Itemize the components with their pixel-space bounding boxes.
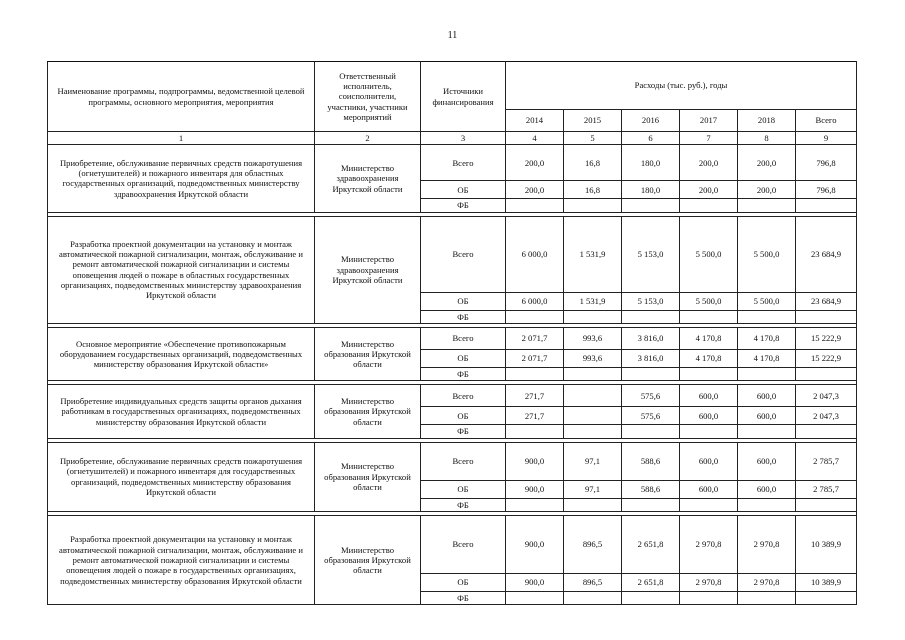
year-value-cell: 600,0: [738, 407, 796, 425]
program-name-cell: Основное мероприятие «Обеспечение противопожарным оборудованием государственных организаций, подведомственных министерству образования Иркутской области»: [48, 327, 315, 380]
total-value-cell: 23 684,9: [796, 292, 857, 310]
column-number: 9: [796, 132, 857, 145]
header-source: Источники финансирования: [421, 62, 506, 132]
year-value-cell: 97,1: [564, 442, 622, 480]
column-number: 5: [564, 132, 622, 145]
year-value-cell: [506, 591, 564, 604]
year-value-cell: [506, 425, 564, 438]
funding-source-cell: ФБ: [421, 425, 506, 438]
year-value-cell: 896,5: [564, 573, 622, 591]
year-value-cell: 3 816,0: [622, 349, 680, 367]
year-value-cell: 200,0: [680, 145, 738, 181]
header-program: Наименование программы, подпрограммы, ведомственной целевой программы, основного мероприятия, мероприятия: [48, 62, 315, 132]
total-value-cell: 2 785,7: [796, 480, 857, 498]
year-value-cell: [622, 591, 680, 604]
year-value-cell: 4 170,8: [680, 327, 738, 349]
year-value-cell: 575,6: [622, 407, 680, 425]
year-value-cell: 6 000,0: [506, 216, 564, 292]
total-value-cell: 2 047,3: [796, 407, 857, 425]
year-value-cell: 5 500,0: [680, 292, 738, 310]
year-value-cell: [680, 425, 738, 438]
year-value-cell: 5 500,0: [738, 292, 796, 310]
year-value-cell: 200,0: [738, 181, 796, 199]
year-value-cell: 180,0: [622, 181, 680, 199]
year-value-cell: [680, 498, 738, 511]
year-value-cell: 1 531,9: [564, 216, 622, 292]
total-value-cell: 2 047,3: [796, 385, 857, 407]
column-number: 7: [680, 132, 738, 145]
year-value-cell: 993,6: [564, 349, 622, 367]
year-value-cell: 588,6: [622, 480, 680, 498]
header-total: Всего: [796, 110, 857, 132]
responsible-cell: Министерство образования Иркутской области: [315, 442, 421, 511]
total-value-cell: 23 684,9: [796, 216, 857, 292]
year-value-cell: [622, 310, 680, 323]
year-value-cell: 97,1: [564, 480, 622, 498]
column-number: 8: [738, 132, 796, 145]
year-value-cell: 896,5: [564, 515, 622, 573]
year-value-cell: 5 500,0: [680, 216, 738, 292]
column-number: 6: [622, 132, 680, 145]
funding-source-cell: ФБ: [421, 367, 506, 380]
column-number: 3: [421, 132, 506, 145]
year-value-cell: [738, 199, 796, 212]
program-name-cell: Приобретение, обслуживание первичных средств пожаротушения (огнетушителей) и пожарного инвентаря для областных государственных организаций, подведомственных министерству здравоохранения Иркутской области: [48, 145, 315, 212]
funding-source-cell: ОБ: [421, 407, 506, 425]
year-value-cell: 2 651,8: [622, 573, 680, 591]
year-value-cell: 900,0: [506, 480, 564, 498]
header-responsible: Ответственный исполнитель, соисполнители, участники, участники мероприятий: [315, 62, 421, 132]
year-value-cell: 200,0: [506, 145, 564, 181]
year-value-cell: [506, 199, 564, 212]
year-value-cell: 900,0: [506, 515, 564, 573]
table-row: [48, 145, 857, 181]
year-value-cell: 5 500,0: [738, 216, 796, 292]
expenses-table: [47, 61, 857, 605]
year-value-cell: 4 170,8: [680, 349, 738, 367]
header-year: 2018: [738, 110, 796, 132]
total-value-cell: 2 785,7: [796, 442, 857, 480]
year-value-cell: [680, 367, 738, 380]
total-value-cell: 796,8: [796, 145, 857, 181]
year-value-cell: 1 531,9: [564, 292, 622, 310]
year-value-cell: 16,8: [564, 145, 622, 181]
year-value-cell: 200,0: [680, 181, 738, 199]
table-row: [48, 385, 857, 407]
year-value-cell: 4 170,8: [738, 349, 796, 367]
year-value-cell: [680, 310, 738, 323]
year-value-cell: [564, 591, 622, 604]
year-value-cell: 6 000,0: [506, 292, 564, 310]
funding-source-cell: ОБ: [421, 292, 506, 310]
year-value-cell: 16,8: [564, 181, 622, 199]
year-value-cell: [738, 310, 796, 323]
header-year: 2015: [564, 110, 622, 132]
funding-source-cell: ФБ: [421, 498, 506, 511]
funding-source-cell: ОБ: [421, 480, 506, 498]
year-value-cell: [564, 385, 622, 407]
year-value-cell: 588,6: [622, 442, 680, 480]
year-value-cell: 200,0: [738, 145, 796, 181]
year-value-cell: 600,0: [680, 480, 738, 498]
year-value-cell: 271,7: [506, 385, 564, 407]
year-value-cell: [564, 407, 622, 425]
year-value-cell: 600,0: [680, 385, 738, 407]
year-value-cell: 2 970,8: [738, 515, 796, 573]
total-value-cell: 10 389,9: [796, 573, 857, 591]
year-value-cell: [564, 199, 622, 212]
year-value-cell: 600,0: [738, 442, 796, 480]
year-value-cell: [680, 591, 738, 604]
funding-source-cell: Всего: [421, 216, 506, 292]
funding-source-cell: Всего: [421, 442, 506, 480]
funding-source-cell: Всего: [421, 515, 506, 573]
column-number: 4: [506, 132, 564, 145]
column-number: 1: [48, 132, 315, 145]
total-value-cell: [796, 425, 857, 438]
year-value-cell: 180,0: [622, 145, 680, 181]
year-value-cell: [738, 591, 796, 604]
year-value-cell: [564, 310, 622, 323]
table-row: [48, 515, 857, 573]
total-value-cell: [796, 310, 857, 323]
funding-source-cell: Всего: [421, 385, 506, 407]
total-value-cell: [796, 591, 857, 604]
year-value-cell: 5 153,0: [622, 216, 680, 292]
program-name-cell: Приобретение, обслуживание первичных средств пожаротушения (огнетушителей) и пожарного инвентаря для государственных организаций, подведомственных министерству образования Иркутской области: [48, 442, 315, 511]
year-value-cell: [622, 199, 680, 212]
year-value-cell: [622, 367, 680, 380]
year-value-cell: 271,7: [506, 407, 564, 425]
year-value-cell: 2 970,8: [680, 515, 738, 573]
total-value-cell: 15 222,9: [796, 327, 857, 349]
header-year: 2016: [622, 110, 680, 132]
year-value-cell: 993,6: [564, 327, 622, 349]
year-value-cell: 600,0: [680, 442, 738, 480]
year-value-cell: 2 071,7: [506, 327, 564, 349]
responsible-cell: Министерство образования Иркутской области: [315, 385, 421, 438]
column-number: 2: [315, 132, 421, 145]
header-year: 2017: [680, 110, 738, 132]
page-number: 11: [447, 30, 458, 41]
year-value-cell: [622, 498, 680, 511]
total-value-cell: [796, 367, 857, 380]
year-value-cell: [680, 199, 738, 212]
responsible-cell: Министерство здравоохранения Иркутской области: [315, 145, 421, 212]
total-value-cell: [796, 498, 857, 511]
year-value-cell: [506, 310, 564, 323]
year-value-cell: 2 071,7: [506, 349, 564, 367]
responsible-cell: Министерство образования Иркутской области: [315, 327, 421, 380]
year-value-cell: 900,0: [506, 442, 564, 480]
total-value-cell: 10 389,9: [796, 515, 857, 573]
funding-source-cell: ОБ: [421, 349, 506, 367]
responsible-cell: Министерство образования Иркутской области: [315, 515, 421, 604]
funding-source-cell: ФБ: [421, 310, 506, 323]
program-name-cell: Разработка проектной документации на установку и монтаж автоматической пожарной сигнализации, монтаж, обслуживание и ремонт автоматической пожарной сигнализации и системы оповещения людей о пожаре в государственных организациях, подведомственных министерству образования Иркутской области: [48, 515, 315, 604]
funding-source-cell: Всего: [421, 327, 506, 349]
table-row: [48, 327, 857, 349]
year-value-cell: 575,6: [622, 385, 680, 407]
year-value-cell: 2 970,8: [680, 573, 738, 591]
table-row: [48, 216, 857, 292]
total-value-cell: [796, 199, 857, 212]
year-value-cell: [738, 498, 796, 511]
program-name-cell: Разработка проектной документации на установку и монтаж автоматической пожарной сигнализации, монтаж, обслуживание и ремонт автоматической пожарной сигнализации и системы оповещения людей о пожаре в областных государственных организациях, подведомственных министерству здравоохранения Иркутской области: [48, 216, 315, 323]
year-value-cell: 600,0: [738, 480, 796, 498]
year-value-cell: 900,0: [506, 573, 564, 591]
table-row: [48, 442, 857, 480]
funding-source-cell: ФБ: [421, 591, 506, 604]
year-value-cell: 5 153,0: [622, 292, 680, 310]
year-value-cell: [622, 425, 680, 438]
funding-source-cell: Всего: [421, 145, 506, 181]
program-name-cell: Приобретение индивидуальных средств защиты органов дыхания работникам в государственных организациях, подведомственных министерству образования Иркутской области: [48, 385, 315, 438]
year-value-cell: [506, 367, 564, 380]
year-value-cell: [506, 498, 564, 511]
responsible-cell: Министерство здравоохранения Иркутской области: [315, 216, 421, 323]
year-value-cell: [564, 425, 622, 438]
total-value-cell: 796,8: [796, 181, 857, 199]
year-value-cell: [738, 425, 796, 438]
year-value-cell: 600,0: [680, 407, 738, 425]
year-value-cell: 4 170,8: [738, 327, 796, 349]
header-year: 2014: [506, 110, 564, 132]
total-value-cell: 15 222,9: [796, 349, 857, 367]
year-value-cell: 3 816,0: [622, 327, 680, 349]
year-value-cell: [564, 498, 622, 511]
year-value-cell: 200,0: [506, 181, 564, 199]
funding-source-cell: ОБ: [421, 573, 506, 591]
year-value-cell: [564, 367, 622, 380]
funding-source-cell: ФБ: [421, 199, 506, 212]
year-value-cell: [738, 367, 796, 380]
year-value-cell: 2 651,8: [622, 515, 680, 573]
year-value-cell: 600,0: [738, 385, 796, 407]
year-value-cell: 2 970,8: [738, 573, 796, 591]
header-expenses: Расходы (тыс. руб.), годы: [506, 62, 857, 110]
funding-source-cell: ОБ: [421, 181, 506, 199]
